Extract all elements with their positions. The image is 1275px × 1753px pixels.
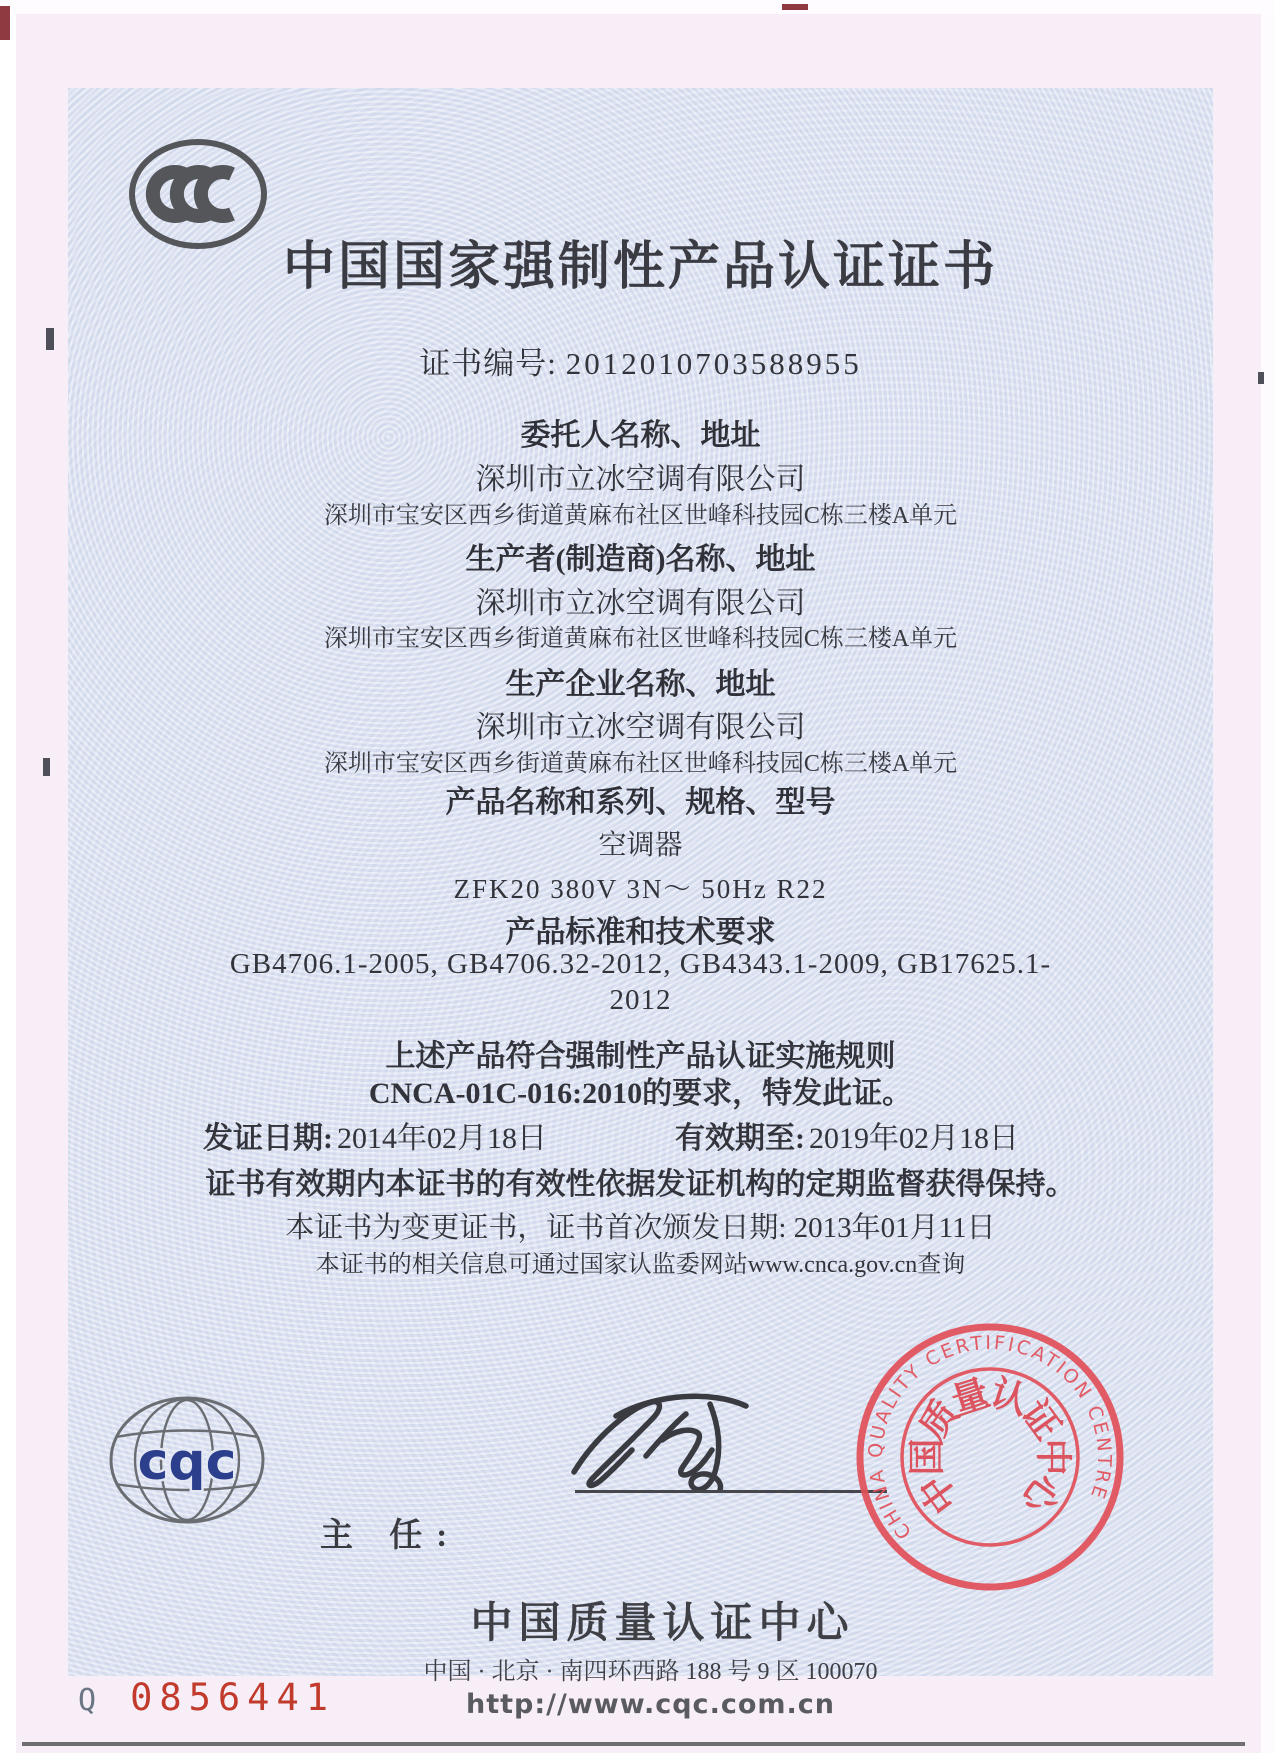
serial-prefix: Q — [78, 1683, 97, 1718]
cqc-logo — [102, 1388, 272, 1538]
scan-edge-top — [0, 0, 1275, 14]
signature-line — [575, 1490, 887, 1493]
stamp-char: 证 — [1012, 1393, 1068, 1448]
stamp-char: 国 — [907, 1438, 949, 1476]
manufacturer-address: 深圳市宝安区西乡街道黄麻布社区世峰科技园C栋三楼A单元 — [323, 626, 958, 652]
expiry-date-value: 2019年02月18日 — [809, 1122, 1019, 1155]
issue-date-label: 发证日期: — [203, 1122, 333, 1155]
director-label: 主 任: — [320, 1518, 462, 1554]
issuing-organization: 中国质量认证中心 — [470, 1601, 855, 1647]
product-name: 空调器 — [598, 830, 683, 861]
change-note: 本证书为变更证书，证书首次颁发日期: 2013年01月11日 — [285, 1212, 996, 1244]
stamp-char: 心 — [1012, 1466, 1068, 1521]
director-signature — [560, 1380, 800, 1520]
scan-artifact — [0, 6, 10, 40]
applicant-heading: 委托人名称、地址 — [520, 419, 761, 452]
standards-line2: 2012 — [609, 984, 672, 1016]
stamp-inner-characters — [907, 1372, 1074, 1523]
standards-heading: 产品标准和技术要求 — [505, 916, 776, 949]
scan-artifact — [1258, 372, 1264, 384]
scan-artifact — [43, 758, 50, 776]
scan-artifact — [782, 4, 808, 10]
factory-address: 深圳市宝安区西乡街道黄麻布社区世峰科技园C栋三楼A单元 — [323, 751, 958, 777]
cqc-logo-text: cqc — [137, 1432, 237, 1492]
cqc-red-stamp — [850, 1317, 1130, 1597]
product-model: ZFK20 380V 3N～ 50Hz R22 — [453, 874, 828, 904]
certificate-title: 中国国家强制性产品认证证书 — [282, 239, 998, 296]
product-heading: 产品名称和系列、规格、型号 — [445, 786, 836, 819]
issue-date — [203, 1113, 547, 1157]
statement-line1: 上述产品符合强制性产品认证实施规则 — [385, 1040, 896, 1073]
factory-name: 深圳市立冰空调有限公司 — [475, 711, 806, 744]
applicant-name: 深圳市立冰空调有限公司 — [475, 463, 806, 496]
stamp-char: 中 — [1031, 1438, 1073, 1476]
validity-note: 证书有效期内本证书的有效性依据发证机构的定期监督获得保持。 — [205, 1168, 1076, 1201]
manufacturer-name: 深圳市立冰空调有限公司 — [475, 587, 806, 620]
certificate-number-value: 2012010703588955 — [565, 346, 862, 381]
scan-edge-left — [0, 0, 16, 1753]
ccc-c3 — [201, 172, 232, 216]
info-note: 本证书的相关信息可通过国家认监委网站www.cnca.gov.cn查询 — [315, 1252, 966, 1278]
organization-website: http://www.cqc.com.cn — [465, 1689, 835, 1720]
scan-artifact — [46, 328, 54, 350]
statement-line2: CNCA-01C-016:2010的要求，特发此证。 — [368, 1077, 913, 1110]
serial-number — [78, 1676, 335, 1719]
serial-digits: 0856441 — [130, 1676, 335, 1719]
stamp-ring-text: CHINA QUALITY CERTIFICATION CENTRE — [864, 1331, 1116, 1544]
stamp-char: 中 — [912, 1466, 968, 1521]
stamp-char: 质 — [912, 1393, 968, 1448]
scan-bottom-edge — [22, 1742, 1245, 1746]
certificate-number-line — [68, 338, 1213, 383]
issue-date-value: 2014年02月18日 — [337, 1122, 547, 1155]
factory-heading: 生产企业名称、地址 — [505, 668, 776, 701]
expiry-date — [675, 1113, 1019, 1157]
scan-edge-right — [1261, 0, 1275, 1753]
standards-line1: GB4706.1-2005, GB4706.32-2012, GB4343.1-2009, GB17625.1- — [229, 948, 1052, 980]
expiry-date-label: 有效期至: — [675, 1122, 805, 1155]
manufacturer-heading: 生产者(制造商)名称、地址 — [465, 543, 816, 576]
stamp-char: 认 — [985, 1372, 1034, 1424]
stamp-char: 量 — [946, 1372, 995, 1424]
certificate-number-label: 证书编号: — [419, 346, 557, 381]
organization-address: 中国 · 北京 · 南四环西路 188 号 9 区 100070 — [423, 1659, 878, 1685]
applicant-address: 深圳市宝安区西乡街道黄麻布社区世峰科技园C栋三楼A单元 — [323, 503, 958, 529]
